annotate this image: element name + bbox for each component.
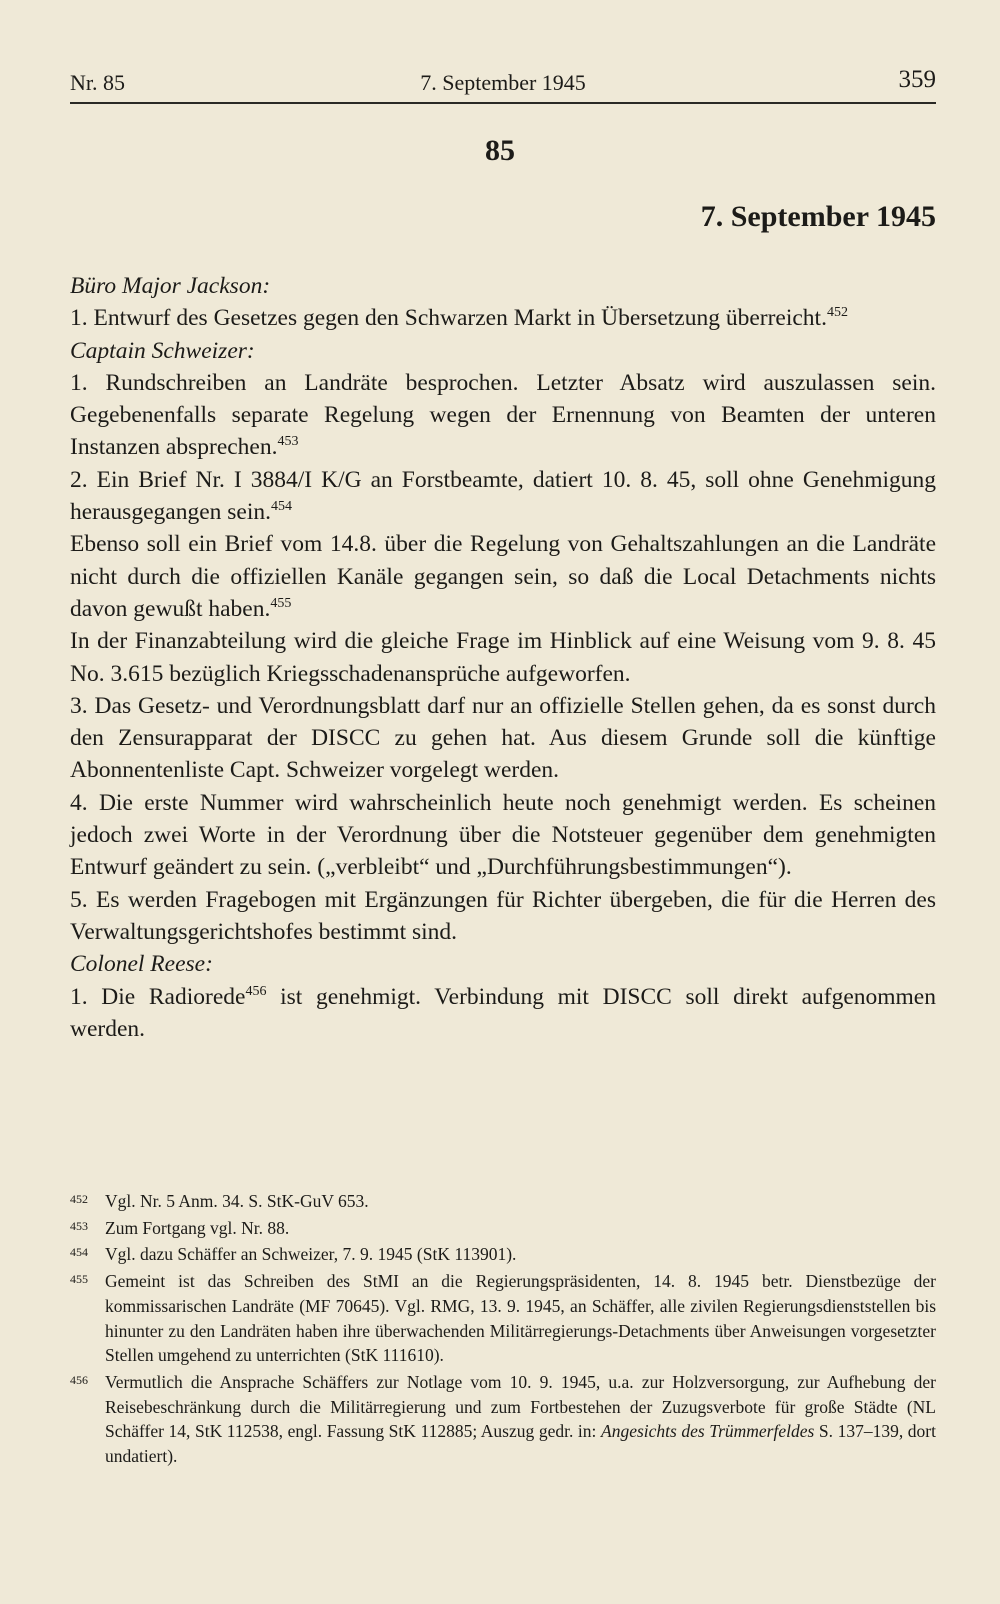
footnote-ref[interactable]: 456 — [245, 983, 267, 999]
paragraph: 3. Das Gesetz- und Verordnungsblatt darf nur an offizielle Stellen gehen, da es sonst durch den Zensurapparat der DISCC zu gehen hat. Aus diesem Grunde soll die künftige Abonnentenliste Capt. Schweizer vorgelegt werden. — [70, 692, 936, 784]
footnote-ref[interactable]: 454 — [270, 499, 292, 515]
speaker-heading: Colonel Reese: — [70, 951, 213, 978]
header-doc-number: Nr. 85 — [70, 70, 125, 95]
footnote-number: 452 — [70, 1192, 88, 1206]
footnote-ref[interactable]: 453 — [277, 434, 299, 450]
footnote-ref[interactable]: 452 — [826, 305, 848, 321]
paragraph: Ebenso soll ein Brief vom 14.8. über die Regelung von Gehaltszahlungen an die Landräte nicht durch die offiziellen Kanäle gegangen sein, so daß die Local Detachments nichts davon gewußt haben.$^{455}$ — [70, 531, 936, 622]
footnote-number: 455 — [70, 1272, 88, 1287]
paragraph: 1. Die Radiorede$^{456}$ ist genehmigt. Verbindung mit DISCC soll direkt aufgenommen werden. — [70, 983, 936, 1042]
paragraph: 1. Rundschreiben an Landräte besprochen. Letzter Absatz wird auszulassen sein. Gegebenenfalls separate Regelung wegen der Ernennung von Beamten der unteren Instanzen absprechen.$^{453}$ — [70, 369, 936, 461]
document-date: 7. September 1945 — [700, 200, 936, 233]
cited-title: Angesichts des Trümmerfeldes — [601, 1421, 815, 1442]
header-rule — [70, 102, 936, 104]
paragraph: In der Finanzabteilung wird die gleiche Frage im Hinblick auf eine Weisung vom 9. 8. 45 No. 3.615 bezüglich Kriegsschadenansprüche aufgeworfen. — [70, 628, 936, 687]
footnote: 456 Vermutlich die Ansprache Schäffers zur Notlage vom 10. 9. 1945, u.a. zur Holzversorgung, zur Aufhebung der Reisebeschränkung durch die Militärregierung und zum Fortbestehen der Zuzugsverbote für große Städte (NL Schäffer 14, StK 112538, engl. Fassung StK 112885; Auszug gedr. in: Angesichts des Trümmerfeldes S. 137–139, dort undatiert). — [70, 1370, 936, 1469]
paragraph: 2. Ein Brief Nr. I 3884/I K/G an Forstbeamte, datiert 10. 8. 45, soll ohne Genehmigung herausgegangen sein.$^{454}$ — [70, 466, 936, 526]
footnote: 452 Vgl. Nr. 5 Anm. 34. S. StK-GuV 653. — [70, 1189, 936, 1214]
footnote: 453 Zum Fortgang vgl. Nr. 88. — [70, 1216, 936, 1241]
speaker-heading: Captain Schweizer: — [70, 337, 255, 364]
footnotes — [70, 1189, 936, 1471]
footnote: 454 Vgl. dazu Schäffer an Schweizer, 7. 9. 1945 (StK 113901). — [70, 1242, 936, 1267]
paragraph: 5. Es werden Fragebogen mit Ergänzungen für Richter übergeben, die für die Herren des Verwaltungsgerichtshofes bestimmt sind. — [70, 886, 936, 945]
document-number: 85 — [485, 134, 515, 167]
document-body — [70, 270, 936, 1045]
footnote-number: 456 — [70, 1372, 88, 1387]
paragraph: 1. Entwurf des Gesetzes gegen den Schwarzen Markt in Übersetzung überreicht.$^{452}$ — [70, 305, 848, 332]
footnote-number: 454 — [70, 1245, 88, 1260]
footnote: 455 Gemeint ist das Schreiben des StMI an die Regierungspräsidenten, 14. 8. 1945 betr. Dienstbezüge der kommissarischen Landräte (MF 70645). Vgl. RMG, 13. 9. 1945, an Schäffer, alle zivilen Regierungsdienststellen bis hinunter zu den Landräten haben ihre überwachenden Militärregierungs-Detachments über Anweisungen vorgesetzter Stellen umgehend zu unterrichten (StK 111610). — [70, 1269, 936, 1368]
footnote-ref[interactable]: 455 — [270, 595, 292, 611]
page-number: 359 — [898, 66, 936, 93]
page-header — [70, 62, 936, 96]
speaker-heading: Büro Major Jackson: — [70, 273, 271, 299]
paragraph: 4. Die erste Nummer wird wahrscheinlich heute noch genehmigt werden. Es scheinen jedoch zwei Worte in der Verordnung über die Notsteuer gegenüber dem genehmigten Entwurf geändert zu sein. („verbleibt“ und „Durchführungsbestimmungen“). — [70, 789, 936, 881]
footnote-number: 453 — [70, 1218, 88, 1233]
header-date: 7. September 1945 — [420, 70, 586, 95]
